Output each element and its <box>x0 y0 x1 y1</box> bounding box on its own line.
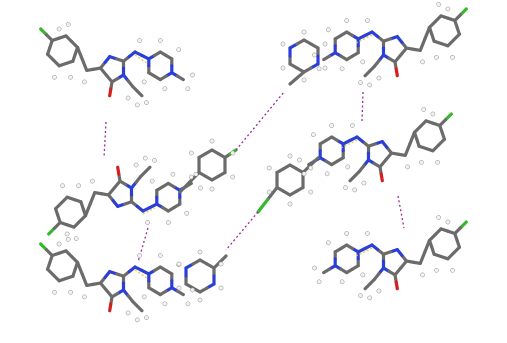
m4-bond <box>396 69 397 76</box>
m2-bond <box>86 204 91 216</box>
m4-hydrogen-atom <box>312 53 316 57</box>
m6-hydrogen-atom <box>368 296 372 300</box>
m5-hydrogen-atom <box>435 160 439 164</box>
m2-hydrogen-atom <box>90 179 94 183</box>
m1-hydrogen-atom <box>163 87 167 91</box>
m8-hydrogen-atom <box>210 187 214 191</box>
m5-hydrogen-atom <box>297 158 301 162</box>
m7-bond <box>220 256 226 262</box>
m1-bond <box>82 59 87 71</box>
m7-hydrogen-atom <box>302 78 306 82</box>
m6-bond <box>401 261 407 268</box>
m3-hydrogen-atom <box>142 295 146 299</box>
m2-bond <box>109 188 115 195</box>
m6-hydrogen-atom <box>326 241 330 245</box>
m6-hydrogen-atom <box>377 289 381 293</box>
m1-hydrogen-atom <box>66 22 70 26</box>
m2-hydrogen-atom <box>171 172 175 176</box>
m3-hydrogen-atom <box>69 290 73 294</box>
m5-hydrogen-atom <box>406 165 410 169</box>
m1-hydrogen-atom <box>57 27 61 31</box>
m3-hydrogen-atom <box>158 253 162 257</box>
m5-bond <box>410 132 415 144</box>
m1-hydrogen-atom <box>52 75 56 79</box>
m3-hydrogen-atom <box>57 242 61 246</box>
m2-bond <box>145 167 150 172</box>
m4-hydrogen-atom <box>437 2 441 6</box>
m5-hydrogen-atom <box>330 123 334 127</box>
m4-hydrogen-atom <box>421 60 425 64</box>
m1-hydrogen-atom <box>69 75 73 79</box>
m7-hydrogen-atom <box>219 286 223 290</box>
m2-hydrogen-atom <box>152 158 156 162</box>
m2-hydrogen-atom <box>65 232 69 236</box>
m3-bond <box>137 306 142 311</box>
m5-hydrogen-atom <box>302 172 306 176</box>
m6-hydrogen-atom <box>361 273 365 277</box>
m3-hydrogen-atom <box>190 288 194 292</box>
m7-hydrogen-atom <box>281 66 285 70</box>
m7-hydrogen-atom <box>177 286 181 290</box>
m1-hydrogen-atom <box>135 103 139 107</box>
m2-hydrogen-atom <box>185 211 189 215</box>
hydrogen-bond <box>236 92 284 150</box>
m4-bond <box>425 27 430 39</box>
m1-bond <box>137 91 142 96</box>
m6-hydrogen-atom <box>317 280 321 284</box>
m2-bond <box>90 193 95 205</box>
m4-bond <box>324 56 330 59</box>
m6-hydrogen-atom <box>312 266 316 270</box>
m2-hydrogen-atom <box>143 156 147 160</box>
m4-hydrogen-atom <box>358 81 362 85</box>
m3-hydrogen-atom <box>66 237 70 241</box>
m3-bond <box>178 291 184 294</box>
m5-hydrogen-atom <box>311 133 315 137</box>
m6-bond <box>420 252 425 264</box>
m7-hydrogen-atom <box>323 42 327 46</box>
m5-hydrogen-atom <box>422 107 426 111</box>
m4-hydrogen-atom <box>361 60 365 64</box>
m5-hydrogen-atom <box>350 123 354 127</box>
m6-hydrogen-atom <box>450 268 454 272</box>
m8-hydrogen-atom <box>309 190 313 194</box>
m6-bond <box>365 284 370 289</box>
m4-hydrogen-atom <box>317 67 321 71</box>
m4-bond <box>401 48 407 55</box>
m1-bond <box>101 68 107 75</box>
m1-bond <box>178 76 184 79</box>
m6-hydrogen-atom <box>358 294 362 298</box>
bond-layer <box>41 9 467 311</box>
m7-hydrogen-atom <box>177 262 181 266</box>
m4-hydrogen-atom <box>326 28 330 32</box>
m3-hydrogen-atom <box>126 311 130 315</box>
m1-hydrogen-atom <box>142 80 146 84</box>
m5-hydrogen-atom <box>346 165 350 169</box>
m3-hydrogen-atom <box>135 318 139 322</box>
m3-bond <box>110 304 111 311</box>
m2-hydrogen-atom <box>60 184 64 188</box>
m1-hydrogen-atom <box>138 38 142 42</box>
hydrogen-bond <box>362 92 363 122</box>
m1-bond <box>78 47 83 59</box>
m6-bond <box>455 234 457 241</box>
m8-hydrogen-atom <box>288 202 292 206</box>
m8-hydrogen-atom <box>231 151 235 155</box>
m4-hydrogen-atom <box>434 55 438 59</box>
m6-hydrogen-atom <box>434 268 438 272</box>
m8-bond <box>258 200 268 212</box>
m7-hydrogen-atom <box>281 42 285 46</box>
m4-bond <box>455 21 457 28</box>
m2-bond <box>118 167 119 174</box>
m5-bond <box>440 126 442 133</box>
m3-hydrogen-atom <box>163 302 167 306</box>
m6-bond <box>396 282 397 289</box>
m1-bond <box>110 89 111 96</box>
m6-bond <box>324 269 330 272</box>
m4-hydrogen-atom <box>446 7 450 11</box>
m5-bond <box>405 144 410 156</box>
m4-hydrogen-atom <box>377 76 381 80</box>
m8-hydrogen-atom <box>309 166 313 170</box>
m4-hydrogen-atom <box>340 67 344 71</box>
m4-bond <box>365 71 370 76</box>
m1-bond <box>50 41 52 48</box>
m6-hydrogen-atom <box>340 280 344 284</box>
m3-hydrogen-atom <box>82 295 86 299</box>
hydrogen-bond <box>398 196 404 228</box>
m7-hydrogen-atom <box>198 298 202 302</box>
m6-hydrogen-atom <box>421 273 425 277</box>
m3-bond <box>50 256 52 263</box>
m3-bond <box>82 274 87 286</box>
m8-hydrogen-atom <box>288 154 292 158</box>
m2-hydrogen-atom <box>166 220 170 224</box>
m3-hydrogen-atom <box>186 302 190 306</box>
m8-hydrogen-atom <box>267 166 271 170</box>
m5-hydrogen-atom <box>419 160 423 164</box>
hydrogen-bond <box>226 212 258 250</box>
m6-hydrogen-atom <box>365 231 369 235</box>
m5-hydrogen-atom <box>431 112 435 116</box>
m3-bond <box>78 262 83 274</box>
m7-bond <box>290 78 297 84</box>
m3-hydrogen-atom <box>138 253 142 257</box>
m1-hydrogen-atom <box>158 38 162 42</box>
m2-hydrogen-atom <box>77 184 81 188</box>
m6-hydrogen-atom <box>437 215 441 219</box>
m2-hydrogen-atom <box>74 237 78 241</box>
m2-hydrogen-atom <box>150 179 154 183</box>
m3-hydrogen-atom <box>144 316 148 320</box>
m3-bond <box>101 283 107 290</box>
m7-hydrogen-atom <box>302 30 306 34</box>
m4-hydrogen-atom <box>345 18 349 22</box>
m5-hydrogen-atom <box>325 172 329 176</box>
m2-hydrogen-atom <box>194 172 198 176</box>
m6-hydrogen-atom <box>345 231 349 235</box>
m1-hydrogen-atom <box>144 101 148 105</box>
m6-bond <box>425 240 430 252</box>
m1-hydrogen-atom <box>126 96 130 100</box>
m6-hydrogen-atom <box>446 220 450 224</box>
m7-hydrogen-atom <box>219 262 223 266</box>
m4-hydrogen-atom <box>365 18 369 22</box>
m8-hydrogen-atom <box>210 139 214 143</box>
m2-hydrogen-atom <box>198 186 202 190</box>
m1-hydrogen-atom <box>190 73 194 77</box>
m7-hydrogen-atom <box>198 250 202 254</box>
m5-hydrogen-atom <box>362 181 366 185</box>
m3-hydrogen-atom <box>52 290 56 294</box>
m8-hydrogen-atom <box>189 151 193 155</box>
m5-hydrogen-atom <box>353 188 357 192</box>
m8-hydrogen-atom <box>231 175 235 179</box>
m1-hydrogen-atom <box>82 80 86 84</box>
hydrogen-bond <box>104 122 106 158</box>
m5-bond <box>350 176 355 181</box>
m2-hydrogen-atom <box>134 163 138 167</box>
m7-hydrogen-atom <box>323 66 327 70</box>
m5-bond <box>381 174 382 181</box>
m1-hydrogen-atom <box>177 48 181 52</box>
m1-hydrogen-atom <box>186 87 190 91</box>
m2-hydrogen-atom <box>146 220 150 224</box>
m4-hydrogen-atom <box>368 83 372 87</box>
m8-hydrogen-atom <box>267 190 271 194</box>
m8-hydrogen-atom <box>189 175 193 179</box>
m5-bond <box>386 153 392 160</box>
m2-bond <box>58 216 60 223</box>
m4-hydrogen-atom <box>450 55 454 59</box>
m4-bond <box>420 39 425 51</box>
m5-hydrogen-atom <box>343 186 347 190</box>
